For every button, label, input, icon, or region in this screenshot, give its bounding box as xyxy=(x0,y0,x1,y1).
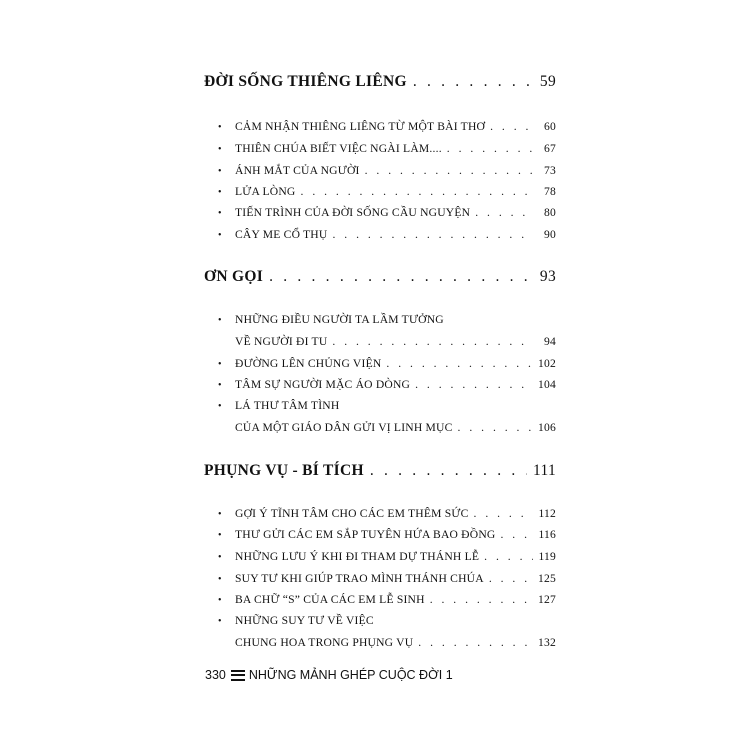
bullet: • xyxy=(218,401,222,412)
toc-item xyxy=(218,614,374,627)
toc-item-title: THƯ GỬI CÁC EM SẮP TUYÊN HỨA BAO ĐỒNG xyxy=(235,528,496,541)
toc-item-page: 112 xyxy=(538,507,556,520)
bullet: • xyxy=(218,230,222,241)
bullet: • xyxy=(218,509,222,520)
section-heading xyxy=(204,73,556,91)
section-heading xyxy=(204,462,556,480)
dot-leader xyxy=(458,421,533,434)
toc-item-continuation xyxy=(235,335,556,348)
toc-item-title: BA CHỮ “S” CỦA CÁC EM LỄ SINH xyxy=(235,593,425,606)
toc-item-title: TIẾN TRÌNH CỦA ĐỜI SỐNG CẦU NGUYỆN xyxy=(235,206,471,219)
bullet: • xyxy=(218,187,222,198)
section-title: PHỤNG VỤ - BÍ TÍCH xyxy=(204,462,364,479)
section-title: ĐỜI SỐNG THIÊNG LIÊNG xyxy=(204,73,407,90)
toc-item xyxy=(218,313,444,326)
bullet: • xyxy=(218,616,222,627)
toc-item xyxy=(218,572,556,585)
bullet: • xyxy=(218,122,222,133)
toc-item-title: ĐƯỜNG LÊN CHỦNG VIỆN xyxy=(235,357,382,370)
toc-item-title: ÁNH MẮT CỦA NGƯỜI xyxy=(235,164,360,177)
toc-item xyxy=(218,528,556,541)
section-title: ƠN GỌI xyxy=(204,268,264,285)
toc-item xyxy=(218,120,556,133)
toc-item-title: NHỮNG ĐIỀU NGƯỜI TA LẦM TƯỞNG xyxy=(235,313,444,326)
bullet: • xyxy=(218,315,222,326)
bullet: • xyxy=(218,595,222,606)
bullet: • xyxy=(218,530,222,541)
dot-leader xyxy=(500,528,533,541)
toc-item-page: 106 xyxy=(538,421,556,434)
dot-leader xyxy=(489,572,533,585)
toc-item xyxy=(218,507,556,520)
section-heading xyxy=(204,268,556,286)
bullet: • xyxy=(218,552,222,563)
toc-item xyxy=(218,142,556,155)
toc-item-page: 90 xyxy=(544,228,556,241)
dot-leader xyxy=(332,228,533,241)
toc-item xyxy=(218,357,556,370)
toc-item-title: SUY TƯ KHI GIÚP TRAO MÌNH THÁNH CHÚA xyxy=(235,572,484,585)
bullet: • xyxy=(218,166,222,177)
toc-item-page: 80 xyxy=(544,206,556,219)
bullet: • xyxy=(218,208,222,219)
toc-item-continuation xyxy=(235,421,556,434)
toc-item-title: CHUNG HOA TRONG PHỤNG VỤ xyxy=(235,636,414,649)
section-page-number: 111 xyxy=(533,462,556,479)
dot-leader xyxy=(413,73,534,91)
toc-item-title: CÂY ME CỔ THỤ xyxy=(235,228,328,241)
dot-leader xyxy=(484,550,533,563)
toc-item xyxy=(218,185,556,198)
bullet: • xyxy=(218,144,222,155)
bullet: • xyxy=(218,574,222,585)
bullet: • xyxy=(218,359,222,370)
toc-item xyxy=(218,206,556,219)
footer-page-number: 330 xyxy=(205,668,226,682)
toc-item-title: NHỮNG SUY TƯ VỀ VIỆC xyxy=(235,614,374,627)
toc-item-title: CỦA MỘT GIÁO DÂN GỬI VỊ LINH MỤC xyxy=(235,421,453,434)
bullet: • xyxy=(218,380,222,391)
toc-item-continuation xyxy=(235,636,556,649)
dot-leader xyxy=(418,636,533,649)
toc-item-title: VỀ NGƯỜI ĐI TU xyxy=(235,335,328,348)
toc-item-page: 94 xyxy=(544,335,556,348)
toc-item xyxy=(218,164,556,177)
toc-item xyxy=(218,593,556,606)
dot-leader xyxy=(474,507,533,520)
dot-leader xyxy=(475,206,533,219)
toc-item-title: THIÊN CHÚA BIẾT VIỆC NGÀI LÀM.... xyxy=(235,142,442,155)
dot-leader xyxy=(490,120,533,133)
toc-item-page: 116 xyxy=(538,528,556,541)
toc-item xyxy=(218,550,556,563)
toc-item-page: 78 xyxy=(544,185,556,198)
toc-item-title: NHỮNG LƯU Ý KHI ĐI THAM DỰ THÁNH LỄ xyxy=(235,550,480,563)
toc-item xyxy=(218,399,339,412)
dot-leader xyxy=(430,593,533,606)
toc-item-page: 132 xyxy=(538,636,556,649)
dot-leader xyxy=(332,335,533,348)
dot-leader xyxy=(415,378,533,391)
section-page-number: 59 xyxy=(539,73,556,90)
menu-lines-icon xyxy=(231,670,245,681)
dot-leader xyxy=(386,357,533,370)
toc-item-page: 73 xyxy=(544,164,556,177)
dot-leader xyxy=(447,142,533,155)
dot-leader xyxy=(269,268,534,286)
toc-item-title: GỢI Ý TĨNH TÂM CHO CÁC EM THÊM SỨC xyxy=(235,507,469,520)
toc-item xyxy=(218,378,556,391)
toc-item-title: LÁ THƯ TÂM TÌNH xyxy=(235,399,340,412)
toc-item-title: CẢM NHẬN THIÊNG LIÊNG TỪ MỘT BÀI THƠ xyxy=(235,120,486,133)
toc-item-page: 127 xyxy=(538,593,556,606)
toc-item-page: 67 xyxy=(544,142,556,155)
toc-item-page: 104 xyxy=(538,378,556,391)
toc-item xyxy=(218,228,556,241)
toc-item-page: 60 xyxy=(544,120,556,133)
toc-item-page: 119 xyxy=(538,550,556,563)
dot-leader xyxy=(301,185,533,198)
footer-book-title: NHỮNG MẢNH GHÉP CUỘC ĐỜI 1 xyxy=(248,668,453,682)
dot-leader xyxy=(365,164,533,177)
toc-item-title: LỬA LÒNG xyxy=(235,185,296,198)
toc-item-page: 125 xyxy=(538,572,556,585)
toc-item-page: 102 xyxy=(538,357,556,370)
page-footer xyxy=(205,668,453,682)
section-page-number: 93 xyxy=(539,268,556,285)
toc-item-title: TÂM SỰ NGƯỜI MẶC ÁO DÒNG xyxy=(235,378,411,391)
dot-leader xyxy=(370,462,527,480)
